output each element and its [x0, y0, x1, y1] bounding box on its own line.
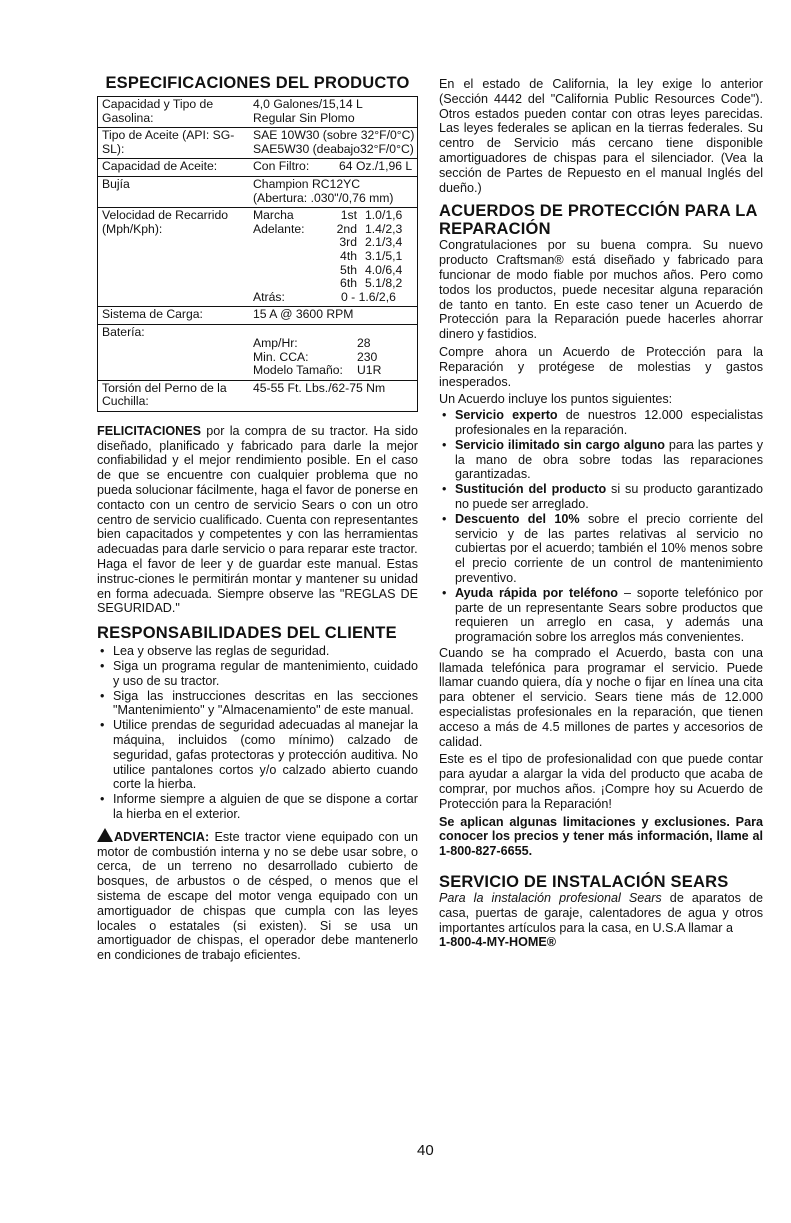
- gear-list: [325, 209, 402, 291]
- spec-label: Capacidad de Aceite:: [98, 159, 250, 177]
- bullet-icon: •: [100, 659, 105, 674]
- congrats-paragraph: [97, 424, 418, 557]
- gear-row: [325, 277, 402, 291]
- manual-paragraph: Haga el favor de leer y de guardar este manual. Estas instruc-ciones le permitirán montar y mantener su unidad en forma adecuada. Siempre observe las "REGLAS DE SEGURIDAD.": [97, 557, 418, 616]
- bullet-icon: •: [100, 718, 105, 733]
- gear-row: [325, 236, 402, 250]
- list-item: [97, 659, 418, 689]
- gear-label: 1st: [340, 208, 357, 223]
- spec-value: Champion RC12YC: [253, 176, 361, 191]
- list-item-text: sobre el precio corriente del servicio y de las partes relativas al servicio no cubiertas por el acuerdo; también el 10% menos sobre el precio corriente de un control de mantenimiento preventivo.: [455, 511, 763, 585]
- battery-row: [253, 351, 415, 365]
- battery-key: Modelo Tamaño:: [253, 363, 343, 378]
- list-item-text: Informe siempre a alguien de que se dispone a cortar la hierba en el exterior.: [113, 792, 418, 821]
- protection-list: [439, 408, 763, 645]
- spec-label: Batería:: [98, 324, 250, 380]
- bullet-icon: •: [442, 408, 447, 423]
- battery-key: Amp/Hr:: [253, 335, 298, 350]
- gear-speed: 1.0/1,6: [365, 208, 403, 223]
- bullet-icon: •: [100, 792, 105, 807]
- california-paragraph: En el estado de California, la ley exige lo anterior (Sección 4442 del "California Public Resources Code"). Otros estados pueden contar con otras leyes parecidas. Las leyes federales se aplican en la tierras federales. Su centro de Servicio más cercano tiene disponible amortiguadores de chispas para el silenciador. (Vea la sección de Partes de Repuesto en el manual Inglés del dueño.): [439, 77, 763, 195]
- list-item-text: – soporte telefónico por parte de un representante Sears sobre productos que requieren un arreglo en casa, y además una programación sobre los arreglos más convenientes.: [455, 585, 763, 645]
- warning-lead: ADVERTENCIA:: [114, 829, 210, 844]
- spec-value: SAE 10W30 (sobre 32°F/0°C): [253, 128, 415, 143]
- bullet-icon: •: [442, 482, 447, 497]
- gear-label: 6th: [340, 276, 357, 291]
- spec-row-oil-capacity: [98, 159, 418, 177]
- list-item-text: Lea y observe las reglas de seguridad.: [113, 644, 330, 659]
- battery-row: [253, 337, 415, 351]
- gear-speed: 2.1/3,4: [365, 235, 403, 250]
- spec-label: Capacidad y Tipo de Gasolina:: [98, 97, 250, 128]
- install-paragraph: [439, 891, 763, 935]
- spec-key: Marcha Adelante:: [253, 208, 305, 236]
- list-item-lead: Descuento del 10%: [455, 511, 580, 526]
- list-item: [439, 408, 763, 438]
- gear-row: [325, 223, 402, 237]
- left-column: [97, 0, 418, 963]
- spec-row-fuel: [98, 97, 418, 128]
- spec-row-spark-plug: [98, 176, 418, 207]
- gear-row: [325, 209, 402, 223]
- list-item-lead: Servicio ilimitado sin cargo alguno: [455, 437, 665, 452]
- battery-row: [253, 364, 415, 378]
- protection-p1: Congratulaciones por su buena compra. Su nuevo producto Craftsman® está diseñado y fabricado para funcionar de modo fiable por muchos años. Pero como todos los productos, puede necesitar alguna reparación de tanto en tanto. En este caso tener un Acuerdo de Protección para la Reparación puede hacerles ahorrar dinero y fastidios.: [439, 238, 763, 342]
- spec-value: 15 A @ 3600 RPM: [249, 307, 418, 325]
- spec-title: ESPECIFICACIONES DEL PRODUCTO: [105, 74, 410, 92]
- spec-row-battery: [98, 324, 418, 380]
- spec-label: Torsión del Perno de la Cuchilla:: [98, 380, 250, 411]
- gear-speed: 5.1/8,2: [365, 276, 403, 291]
- gear-row: [325, 250, 402, 264]
- list-item-text: si su producto garantizado no puede ser arreglado.: [455, 482, 763, 511]
- gear-speed: 3.1/5,1: [365, 248, 403, 263]
- list-item-lead: Ayuda rápida por teléfono: [455, 585, 618, 600]
- spec-row-torque: [98, 380, 418, 411]
- protection-title: ACUERDOS DE PROTECCIÓN PARA LA REPARACIÓN: [439, 202, 757, 239]
- protection-p5: Este es el tipo de profesionalidad con que puede contar para ayudar a alargar la vida del producto que acaba de comprar, por muchos años. ¡Compre hoy su Acuerdo de Protección para la Reparación!: [439, 752, 763, 811]
- list-item-lead: Servicio experto: [455, 408, 558, 423]
- bullet-icon: •: [442, 437, 447, 452]
- warning-paragraph: [97, 828, 418, 963]
- list-item: [97, 689, 418, 719]
- install-phone: 1-800-4-MY-HOME®: [439, 935, 557, 950]
- gear-label: 5th: [340, 262, 357, 277]
- spec-value: (Abertura: .030"/0,76 mm): [253, 190, 394, 205]
- gear-speed: 4.0/6,4: [365, 262, 403, 277]
- spec-table: [97, 96, 418, 412]
- battery-key: Min. CCA:: [253, 349, 309, 364]
- spec-label: Bujía: [98, 176, 250, 207]
- gear-label: 2nd: [336, 221, 357, 236]
- spec-row-charging: [98, 307, 418, 325]
- right-column: [439, 0, 763, 950]
- install-text: de aparatos de casa, puertas de garaje, calentadores de agua y otros importantes artículos para la casa, en U.S.A llamar a: [439, 891, 763, 935]
- spec-label: Velocidad de Recarrido (Mph/Kph):: [98, 208, 250, 307]
- list-item-text: Siga un programa regular de mantenimiento, cuidado y uso de su tractor.: [113, 659, 418, 688]
- install-italic: Para la instalación profesional Sears: [439, 891, 662, 906]
- list-item: [439, 586, 763, 645]
- battery-list: [249, 324, 418, 380]
- list-item-lead: Sustitución del producto: [455, 482, 607, 497]
- bullet-icon: •: [442, 511, 447, 526]
- spec-value: 45-55 Ft. Lbs./62-75 Nm: [249, 380, 418, 411]
- list-item: [97, 718, 418, 792]
- list-item: [439, 438, 763, 482]
- page-number: 40: [417, 1142, 434, 1159]
- spec-key: Atrás:: [253, 289, 285, 304]
- warning-icon: [97, 828, 113, 842]
- list-item-text: Siga las instrucciones descritas en las secciones "Mantenimiento" y "Almacenamiento" de este manual.: [113, 688, 418, 718]
- gear-label: 4th: [340, 248, 357, 263]
- gear-label: 3rd: [339, 235, 357, 250]
- spec-key: Con Filtro:: [253, 159, 310, 174]
- congrats-text: por la compra de su tractor. Ha sido diseñado, planificado y fabricado para darle la mejor confiabilidad y el mejor rendimiento posible. En el caso de que se encuentre con cualquier problema que no pueda solucionar fácilmente, haga el favor de ponerse en contacto con un centro de servicio Sears o con un otro centro de servicio cualificado. Cuenta con representantes bien capacitados y competentes y con las herramientas adecuadas para darle servicio o para reparar este tractor.: [97, 423, 418, 557]
- warning-text: Este tractor viene equipado con un motor de combustión interna y no se debe usar sobre, o cerca, de un terreno no desarrollado cubierto de bosques, de arbustos o de césped, o menos que el sistema de escape del motor venga equipado con un amortiguador de chispas que cumpla con las leyes locales o estatales (si existen). Si se usa un amortiguador de chispas, el operador debe mantenerlo en condiciones de trabajo eficientes.: [97, 829, 418, 963]
- gear-speed: 1.4/2,3: [365, 221, 403, 236]
- protection-p2: Compre ahora un Acuerdo de Protección para la Reparación y protégese de molestias y gastos inesperados.: [439, 344, 763, 389]
- congrats-lead: FELICITACIONES: [97, 423, 202, 438]
- spec-label: Sistema de Carga:: [98, 307, 250, 325]
- protection-p3: Un Acuerdo incluye los puntos siguientes:: [439, 392, 673, 407]
- list-item-text: para las partes y la mano de obra sobre todas las reparaciones garantizadas.: [455, 437, 763, 482]
- responsibilities-title: RESPONSABILIDADES DEL CLIENTE: [97, 624, 397, 643]
- responsibilities-list: [97, 644, 418, 822]
- battery-value: U1R: [357, 363, 382, 378]
- list-item: [439, 482, 763, 512]
- spec-row-oil-type: [98, 128, 418, 159]
- protection-p4: Cuando se ha comprado el Acuerdo, basta con una llamada telefónica para programar el servicio. Puede llamar cuando quiera, día y noche o fijar en línea una cita para obtener el servicio. Sears tiene más de 12.000 especialistas profesionales en la reparación, que tienen acceso a más de 4.5 millones de partes y accesorios de calidad.: [439, 645, 763, 749]
- spec-value: SAE5W30 (deabajo32°F/0°C): [253, 141, 414, 156]
- list-item-text: de nuestros 12.000 especialistas profesionales en la reparación.: [455, 408, 763, 437]
- spec-value: 64 Oz./1,96 L: [339, 159, 413, 174]
- bullet-icon: •: [100, 688, 105, 703]
- list-item: [97, 792, 418, 822]
- install-title: SERVICIO DE INSTALACIÓN SEARS: [439, 873, 729, 892]
- bullet-icon: •: [442, 585, 447, 600]
- spec-value: 4,0 Galones/15,14 L Regular Sin Plomo: [249, 97, 418, 128]
- bullet-icon: •: [100, 644, 105, 659]
- gear-row: [325, 264, 402, 278]
- list-item-text: Utilice prendas de seguridad adecuadas al manejar la máquina, incluidos (como mínimo) calzado de seguridad, gafas protectoras y protección auditiva. No utilice pantalones cortos y/o calzado abierto cuando corte la hierba.: [113, 718, 418, 792]
- battery-value: 230: [357, 349, 378, 364]
- spec-value: 0 - 1.6/2,6: [341, 289, 396, 304]
- spec-label: Tipo de Aceite (API: SG-SL):: [98, 128, 250, 159]
- list-item: [439, 512, 763, 586]
- protection-p6: Se aplican algunas limitaciones y exclusiones. Para conocer los precios y tener más información, llame al 1-800-827-6655.: [439, 814, 763, 859]
- spec-row-speed: [98, 208, 418, 307]
- battery-value: 28: [357, 335, 371, 350]
- list-item: [97, 644, 418, 659]
